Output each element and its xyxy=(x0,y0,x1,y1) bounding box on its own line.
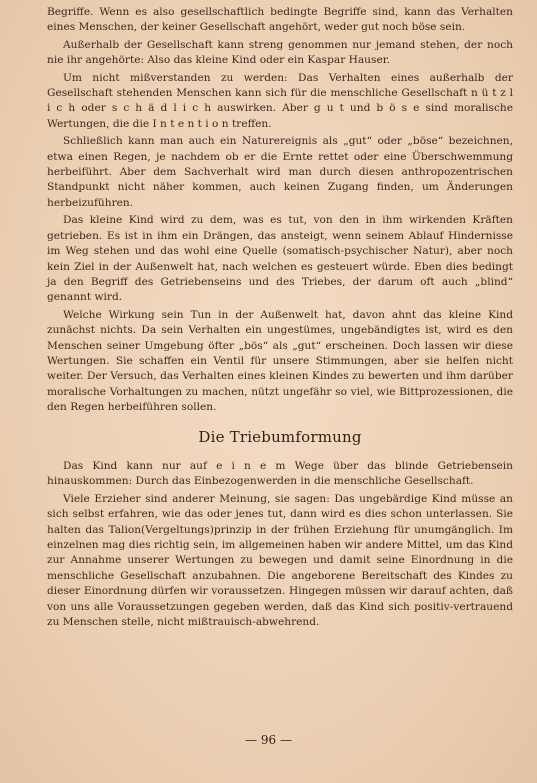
body-text xyxy=(47,5,513,630)
paragraph: Welche Wirkung sein Tun in der Außenwelt hat, davon ahnt das kleine Kind zunächst nichts. Da sein Verhalten ein ungestümes, ungebändigtes ist, wird es den Menschen seiner Umgebung öfter „bös“ als „gut“ erscheinen. Doch lassen wir diese Wertungen. Sie schaffen ein Ventil für unsere Stimmungen, aber sie helfen nicht weiter. Der Versuch, das Verhalten eines kleinen Kindes zu bewerten und ihm darüber moralische Vorhaltungen zu machen, nützt ungefähr so viel, wie Bittprozessionen, die den Regen herbeiführen sollen. xyxy=(47,308,513,414)
paragraph: Das Kind kann nur auf e i n e m Wege über das blinde Getriebensein hinauskommen: Durch das Einbezogenwerden in die menschliche Gesellschaft. xyxy=(47,459,513,488)
paragraph: Außerhalb der Gesellschaft kann streng genommen nur jemand stehen, der noch nie ihr angehörte: Also das kleine Kind oder ein Kaspar Hauser. xyxy=(47,38,513,67)
page-number: — 96 — xyxy=(245,733,292,747)
paragraph: Begriffe. Wenn es also gesellschaftlich bedingte Begriffe sind, kann das Verhalten eines Menschen, der keiner Gesellschaft angehört, weder gut noch böse sein. xyxy=(47,6,513,34)
paragraph: Um nicht mißverstanden zu werden: Das Verhalten eines außerhalb der Gesellschaft stehenden Menschen kann sich für die menschliche Gesellschaft n ü t z l i c h oder s c h ä d l i c h auswirken. Aber g u t und b ö s e sind moralische Wertungen, die die I n t e n t i o n treffen. xyxy=(47,71,513,130)
section-heading: Die Triebumformung xyxy=(198,427,362,446)
paragraph: Schließlich kann man auch ein Naturereignis als „gut“ oder „böse“ bezeichnen, etwa einen Regen, je nachdem ob er die Ernte rettet oder eine Überschwemmung herbeiführt. Aber dem Sachverhalt wird man durch diesen anthropozentrischen Standpunkt nicht näher kommen, auch keinen Zugang finden, um Änderungen herbeizuführen. xyxy=(47,135,513,209)
paragraph: Das kleine Kind wird zu dem, was es tut, von den in ihm wirkenden Kräften getrieben. Es ist in ihm ein Drängen, das ansteigt, wenn seinem Ablauf Hindernisse im Weg stehen und das wohl eine Quelle (somatisch-psychischer Natur), aber noch kein Ziel in der Außenwelt hat, nach welchen es gesteuert würde. Eben dies bedingt ja den Begriff des Getriebenseins und des Triebes, der darum oft auch „blind“ genannt wird. xyxy=(47,214,513,304)
paragraph: Viele Erzieher sind anderer Meinung, sie sagen: Das ungebärdige Kind müsse an sich selbst erfahren, wie das oder jenes tut, dann wird es dies schon unterlassen. Sie halten das Talion(Vergeltungs)prinzip in der frühen Erziehung für unumgänglich. Im einzelnen mag dies richtig sein, im allgemeinen haben wir andere Mittel, um das Kind zur Annahme unserer Wertungen zu bewegen und damit seine Einordnung in die menschliche Gesellschaft anzubahnen. Die angeborene Bereitschaft des Kindes zu dieser Einordnung dürfen wir voraussetzen. Hingegen müssen wir darauf achten, daß von uns alle Voraussetzungen gegeben werden, daß das Kind sich positiv-vertrauend zu Menschen stelle, nicht mißtrauisch-abwehrend. xyxy=(47,492,513,629)
